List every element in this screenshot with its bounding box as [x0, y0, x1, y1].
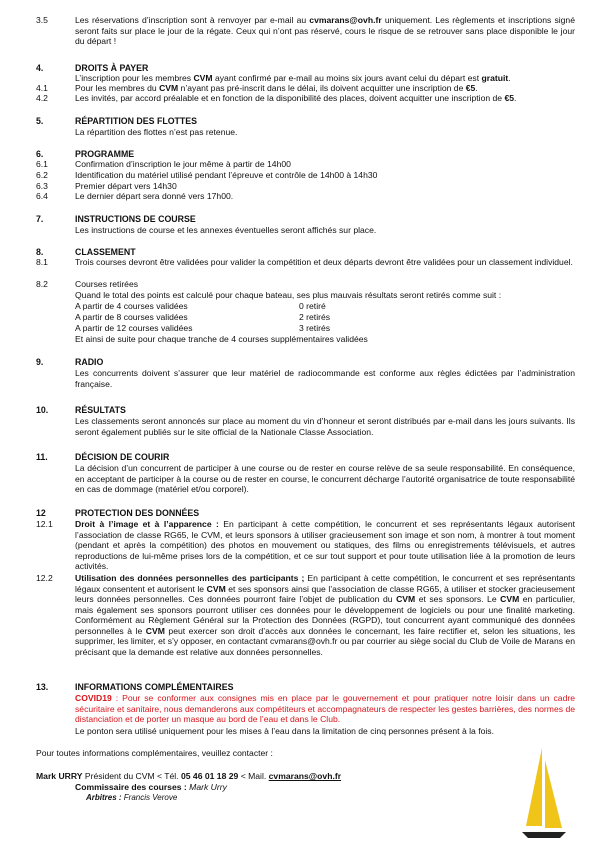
- table-right-cell: 2 retirés: [299, 312, 331, 322]
- section-number: 13.: [36, 682, 49, 692]
- section-number: 12: [36, 508, 46, 518]
- section-number: 8.: [36, 247, 44, 257]
- text: En participant à cette compétition, le concurrent et ses représentants légaux consentent et autorisent le: [75, 573, 575, 594]
- section-number: 10.: [36, 405, 49, 415]
- text: peut exercer son droit d’accès aux données le concernant, les faire rectifier et, selon les situations, les supprimer, les limiter, et s’y opposer, en contactant cvmarans@ovh.fr ou par courrier au siège social du Club de Voile de Marans en précisant que la demande est relative aux données personnelles.: [75, 625, 575, 657]
- text: €5: [465, 83, 476, 93]
- text: uniquement. Les règlements et inscriptions signé seront faits sur place le jour de la régate. Ceux qui n’ont pas réservé, cours le risque de se retrouver sans place disponible le jour du départ !: [75, 15, 575, 46]
- section-number: 6.2: [36, 170, 48, 180]
- table-left-cell: A partir de 4 courses validées: [75, 301, 188, 311]
- text: : Pour se conformer aux consignes mis en place par le gouvernement et pour pratiquer notre loisir dans un cadre sécuritaire et sanitaire, nous demanderons aux compétiteurs et accompagnateurs de respecter les gestes barrières, des normes de distanciation et de porter un masque au bord de l’eau et dans le Club.: [75, 693, 575, 724]
- section-title: INFORMATIONS COMPLÉMENTAIRES: [75, 682, 234, 692]
- text: en particulier, mais également ses sponsors pourront utiliser ces données pour le développement de logiciels ou pour une finalité marketing. Conformément au Règlement Général sur la Protection des Données (RGPD), tout concurrent ayant communiqué des données personnelles à le: [75, 594, 575, 636]
- section-text: Les instructions de course et les annexes éventuelles seront affichés sur place.: [75, 225, 377, 235]
- text: n’ayant pas pré-inscrit dans le délai, ils doivent acquitter une inscription de: [178, 83, 466, 93]
- sail-left-icon: [526, 748, 542, 826]
- text: gratuit: [481, 73, 509, 83]
- section-text: Courses retirées: [75, 279, 139, 289]
- section-title: DROITS À PAYER: [75, 63, 149, 73]
- text: Droit à l’image et à l’apparence :: [75, 519, 219, 529]
- text: COVID19: [75, 693, 112, 703]
- text: Commissaire des courses :: [75, 782, 187, 792]
- contact-line: [36, 771, 496, 782]
- sail-right-icon: [545, 760, 562, 828]
- text: Mark Urry: [186, 782, 227, 792]
- sail-logo-icon: [510, 742, 570, 842]
- text: Arbitres :: [86, 793, 122, 802]
- section-number: 4.1: [36, 83, 48, 93]
- text: et ses sponsors. Le: [415, 594, 501, 604]
- section-number: 8.1: [36, 257, 48, 267]
- text: Pour les membres du: [75, 83, 160, 93]
- table-right-cell: 3 retirés: [299, 323, 331, 333]
- text: < Mail.: [238, 771, 269, 781]
- section-number: 3.5: [36, 15, 48, 25]
- section-4-2-text: [75, 93, 575, 104]
- text: Mark URRY: [36, 771, 83, 781]
- table-right-cell: 0 retiré: [299, 301, 326, 311]
- section-title: INSTRUCTIONS DE COURSE: [75, 214, 196, 224]
- section-number: 12.1: [36, 519, 53, 529]
- text: Les réservations d’inscription sont à renvoyer par e-mail au: [75, 15, 310, 25]
- text: CVM: [159, 83, 179, 93]
- email-link[interactable]: cvmarans@ovh.fr: [268, 771, 342, 781]
- text: En participant à cette compétition, le concurrent et ses représentants légaux autorisent l’association de classe RG65, le CVM, et leurs sponsors à utiliser gracieusement son image et son nom, à montrer à tout moment (pendant et après la compétition) des photos en mouvement ou statiques, des films ou enregistrements télévisuels, et autres reproductions de lui-même prises lors de la compétition, et ce sur tout support et pour toute utilisation liée à la promotion de leurs activités.: [75, 519, 575, 571]
- section-title: RADIO: [75, 357, 104, 367]
- section-number: 6.1: [36, 159, 48, 169]
- section-text: Trois courses devront être validées pour valider la compétition et deux départs devront être validées pour un classement individuel.: [75, 257, 573, 267]
- section-number: 12.2: [36, 573, 53, 583]
- section-text: Les classements seront annoncés sur place au moment du vin d’honneur et seront distribués par e-mail dans les jours suivants. Ils seront également publiés sur le site official de la Nationale Classe Association.: [75, 416, 575, 437]
- hull-icon: [522, 832, 566, 838]
- program-item: Confirmation d’inscription le jour même à partir de 14h00: [75, 159, 291, 169]
- text: Président du CVM < Tél.: [82, 771, 181, 781]
- section-4-intro: [75, 73, 575, 84]
- email-link[interactable]: cvmarans@ovh.fr: [309, 15, 382, 25]
- text: CVM: [145, 625, 165, 636]
- section-12-2-text: [75, 573, 575, 657]
- section-text: La décision d’un concurrent de participer à une course ou de rester en course relève de sa seule responsabilité. En conséquence, en acceptant de participer à la course ou de rester en course, le concurrent décharge l’autorité organisatrice de toute responsabilité en cas de dommage (matériel et/ou corporel).: [75, 463, 575, 494]
- section-text: Le ponton sera utilisé uniquement pour les mises à l’eau dans la limitation de cinq personnes présent à la fois.: [75, 726, 494, 736]
- table-left-cell: A partir de 12 courses validées: [75, 323, 193, 333]
- text: €5: [504, 93, 515, 103]
- commissaire-line: [75, 782, 475, 793]
- section-number: 8.2: [36, 279, 48, 289]
- text: et ses sponsors ainsi que l’association de classe RG65, à utiliser et stocker gracieusement leurs données personnelles. Ces données pourront faire l’objet de publication du: [75, 583, 575, 604]
- section-title: RÉPARTITION DES FLOTTES: [75, 116, 198, 126]
- section-title: PROGRAMME: [75, 149, 135, 159]
- section-text: La répartition des flottes n’est pas retenue.: [75, 127, 238, 137]
- section-number: 4.: [36, 63, 44, 73]
- section-title: PROTECTION DES DONNÉES: [75, 508, 200, 518]
- phone-number: 05 46 01 18 29: [180, 771, 239, 781]
- text: Les invités, par accord préalable et en fonction de la disponibilité des places, doivent acquitter une inscription de: [75, 93, 505, 103]
- section-number: 5.: [36, 116, 44, 126]
- section-text: Quand le total des points est calculé pour chaque bateau, ses plus mauvais résultats seront retirés comme suit :: [75, 290, 502, 300]
- text: .: [475, 83, 478, 93]
- text: CVM: [500, 594, 520, 604]
- section-text: Et ainsi de suite pour chaque tranche de 4 courses supplémentaires validées: [75, 334, 368, 344]
- text: .: [514, 93, 517, 103]
- text: Utilisation des données personnelles des participants ;: [75, 573, 305, 583]
- text: L’inscription pour les membres: [75, 73, 194, 83]
- section-number: 6.4: [36, 191, 48, 201]
- section-number: 6.: [36, 149, 44, 159]
- text: CVM: [193, 73, 213, 83]
- program-item: Identification du matériel utilisé pendant l’épreuve et contrôle de 14h00 à 14h30: [75, 170, 378, 180]
- text: Francis Verove: [121, 793, 178, 802]
- covid-notice: [75, 693, 575, 725]
- section-number: 9.: [36, 357, 44, 367]
- program-item: Le dernier départ sera donné vers 17h00.: [75, 191, 234, 201]
- contact-intro: Pour toutes informations complémentaires, veuillez contacter :: [36, 748, 273, 758]
- text: CVM: [396, 594, 416, 604]
- section-12-1-text: [75, 519, 575, 572]
- section-number: 6.3: [36, 181, 48, 191]
- section-number: 11.: [36, 452, 48, 462]
- program-item: Premier départ vers 14h30: [75, 181, 177, 191]
- text: ayant confirmé par e-mail au moins six jours avant celui du départ est: [212, 73, 482, 83]
- arbitres-line: [86, 793, 486, 803]
- section-number: 4.2: [36, 93, 48, 103]
- text: .: [508, 73, 511, 83]
- section-text: Les concurrents doivent s’assurer que leur matériel de radiocommande est conforme aux règles édictées par l’administration française.: [75, 368, 575, 389]
- section-title: DÉCISION DE COURIR: [75, 452, 170, 462]
- section-4-1-text: [75, 83, 575, 94]
- section-number: 7.: [36, 214, 44, 224]
- section-title: RÉSULTATS: [75, 405, 126, 415]
- table-left-cell: A partir de 8 courses validées: [75, 312, 188, 322]
- section-3-5-text: [75, 15, 575, 47]
- text: CVM: [206, 583, 226, 594]
- section-title: CLASSEMENT: [75, 247, 136, 257]
